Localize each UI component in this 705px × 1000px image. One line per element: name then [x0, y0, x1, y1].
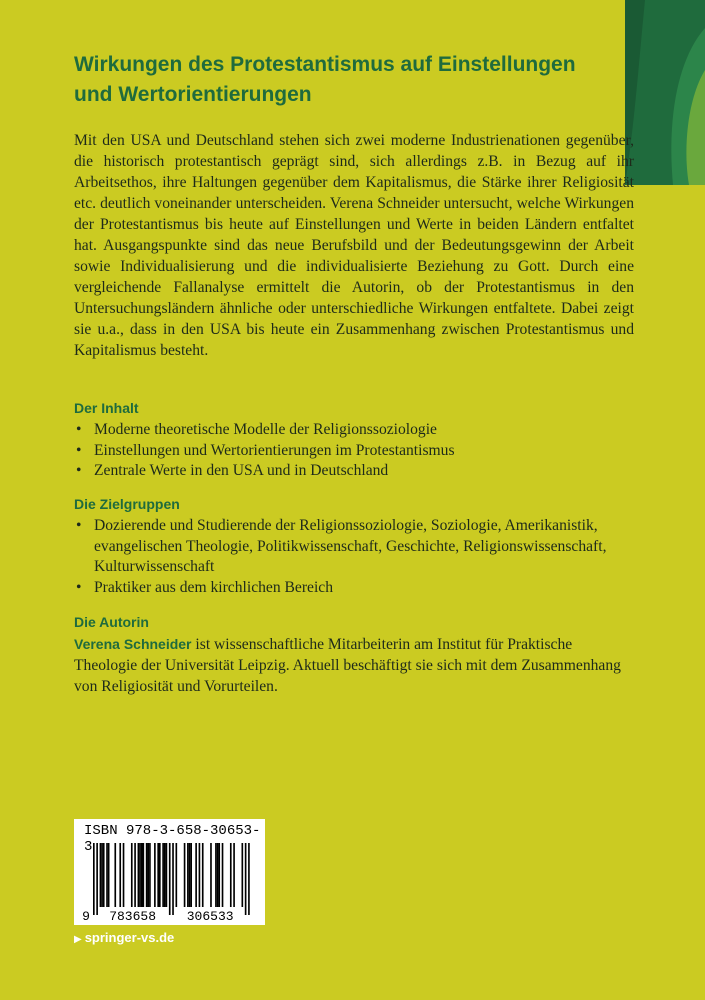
list-item: [74, 516, 634, 578]
bullet-icon: •: [76, 517, 82, 534]
section-heading-inhalt: Der Inhalt: [74, 400, 139, 416]
section-heading-zielgruppen: Die Zielgruppen: [74, 496, 180, 512]
publisher-link[interactable]: [74, 930, 174, 945]
list-item: [74, 461, 634, 482]
zielgruppen-list: [74, 516, 634, 598]
section-heading-autorin: Die Autorin: [74, 614, 149, 630]
list-item-text: Einstellungen und Wertorientierungen im Protestantismus: [94, 441, 455, 459]
publisher-url: springer-vs.de: [84, 930, 175, 945]
author-bio: [74, 634, 634, 697]
isbn-barcode: [74, 819, 265, 925]
bullet-icon: •: [76, 421, 82, 438]
cover-corner-graphic: [625, 0, 705, 185]
bullet-icon: •: [76, 578, 82, 596]
author-name: Verena Schneider: [74, 636, 192, 652]
list-item: [74, 441, 634, 462]
inhalt-list: [74, 420, 634, 482]
section-inhalt: [74, 398, 634, 482]
list-item: [74, 578, 634, 599]
author-bio-text: ist wissenschaftliche Mitarbeiterin am Institut für Praktische Theologie der Universität Leipzig. Aktuell beschäftigt sie sich mit dem Zusammenhang von Religiosität und Vorurteilen.: [74, 636, 621, 695]
list-item-text: Dozierende und Studierende der Religionssoziologie, Soziologie, Amerikanistik, evangelischen Theologie, Politikwissenschaft, Geschichte, Religionswissenschaft, Kulturwissenschaft: [94, 517, 607, 575]
list-item-text: Moderne theoretische Modelle der Religionssoziologie: [94, 421, 437, 438]
section-zielgruppen: [74, 494, 634, 598]
barcode-digits: 306533: [186, 909, 234, 924]
barcode-digits: 9: [82, 909, 90, 924]
list-item-text: Praktiker aus dem kirchlichen Bereich: [94, 578, 334, 596]
list-item: [74, 420, 634, 441]
arrow-right-icon: ▶: [74, 934, 82, 945]
bullet-icon: •: [76, 462, 82, 479]
book-title: Wirkungen des Protestantismus auf Einstellungen und Wertorientierungen: [74, 53, 576, 106]
section-autorin: [74, 612, 634, 697]
bullet-icon: •: [76, 441, 82, 459]
isbn-label: ISBN 978-3-658-30653-3: [84, 823, 261, 855]
barcode-digits: 783658: [109, 909, 157, 924]
blurb-text: Mit den USA und Deutschland stehen sich zwei moderne Industrienationen gegenüber, die historisch protestantisch geprägt sind, sich allerdings z.B. in Bezug auf ihr Arbeitsethos, ihre Haltungen gegenüber dem Kapitalismus, die Stärke ihrer Religiosität etc. deutlich voneinander unterscheiden. Verena Schneider untersucht, welche Wirkungen der Protestantismus bis heute auf Einstellungen und Werte in beiden Ländern entfaltet hat. Ausgangspunkte sind das neue Berufsbild und der Bedeutungsgewinn der Arbeit sowie Individualisierung und die individualisierte Beziehung zu Gott. Durch eine vergleichende Fallanalyse ermittelt die Autorin, ob der Protestantismus in den Untersuchungsländern ähnliche oder unterschiedliche Wirkungen entfaltete. Dabei zeigt sie u.a., dass in den USA bis heute ein Zusammenhang zwischen Protestantismus und Kapitalismus besteht.: [74, 132, 634, 359]
list-item-text: Zentrale Werte in den USA und in Deutschland: [94, 462, 389, 479]
